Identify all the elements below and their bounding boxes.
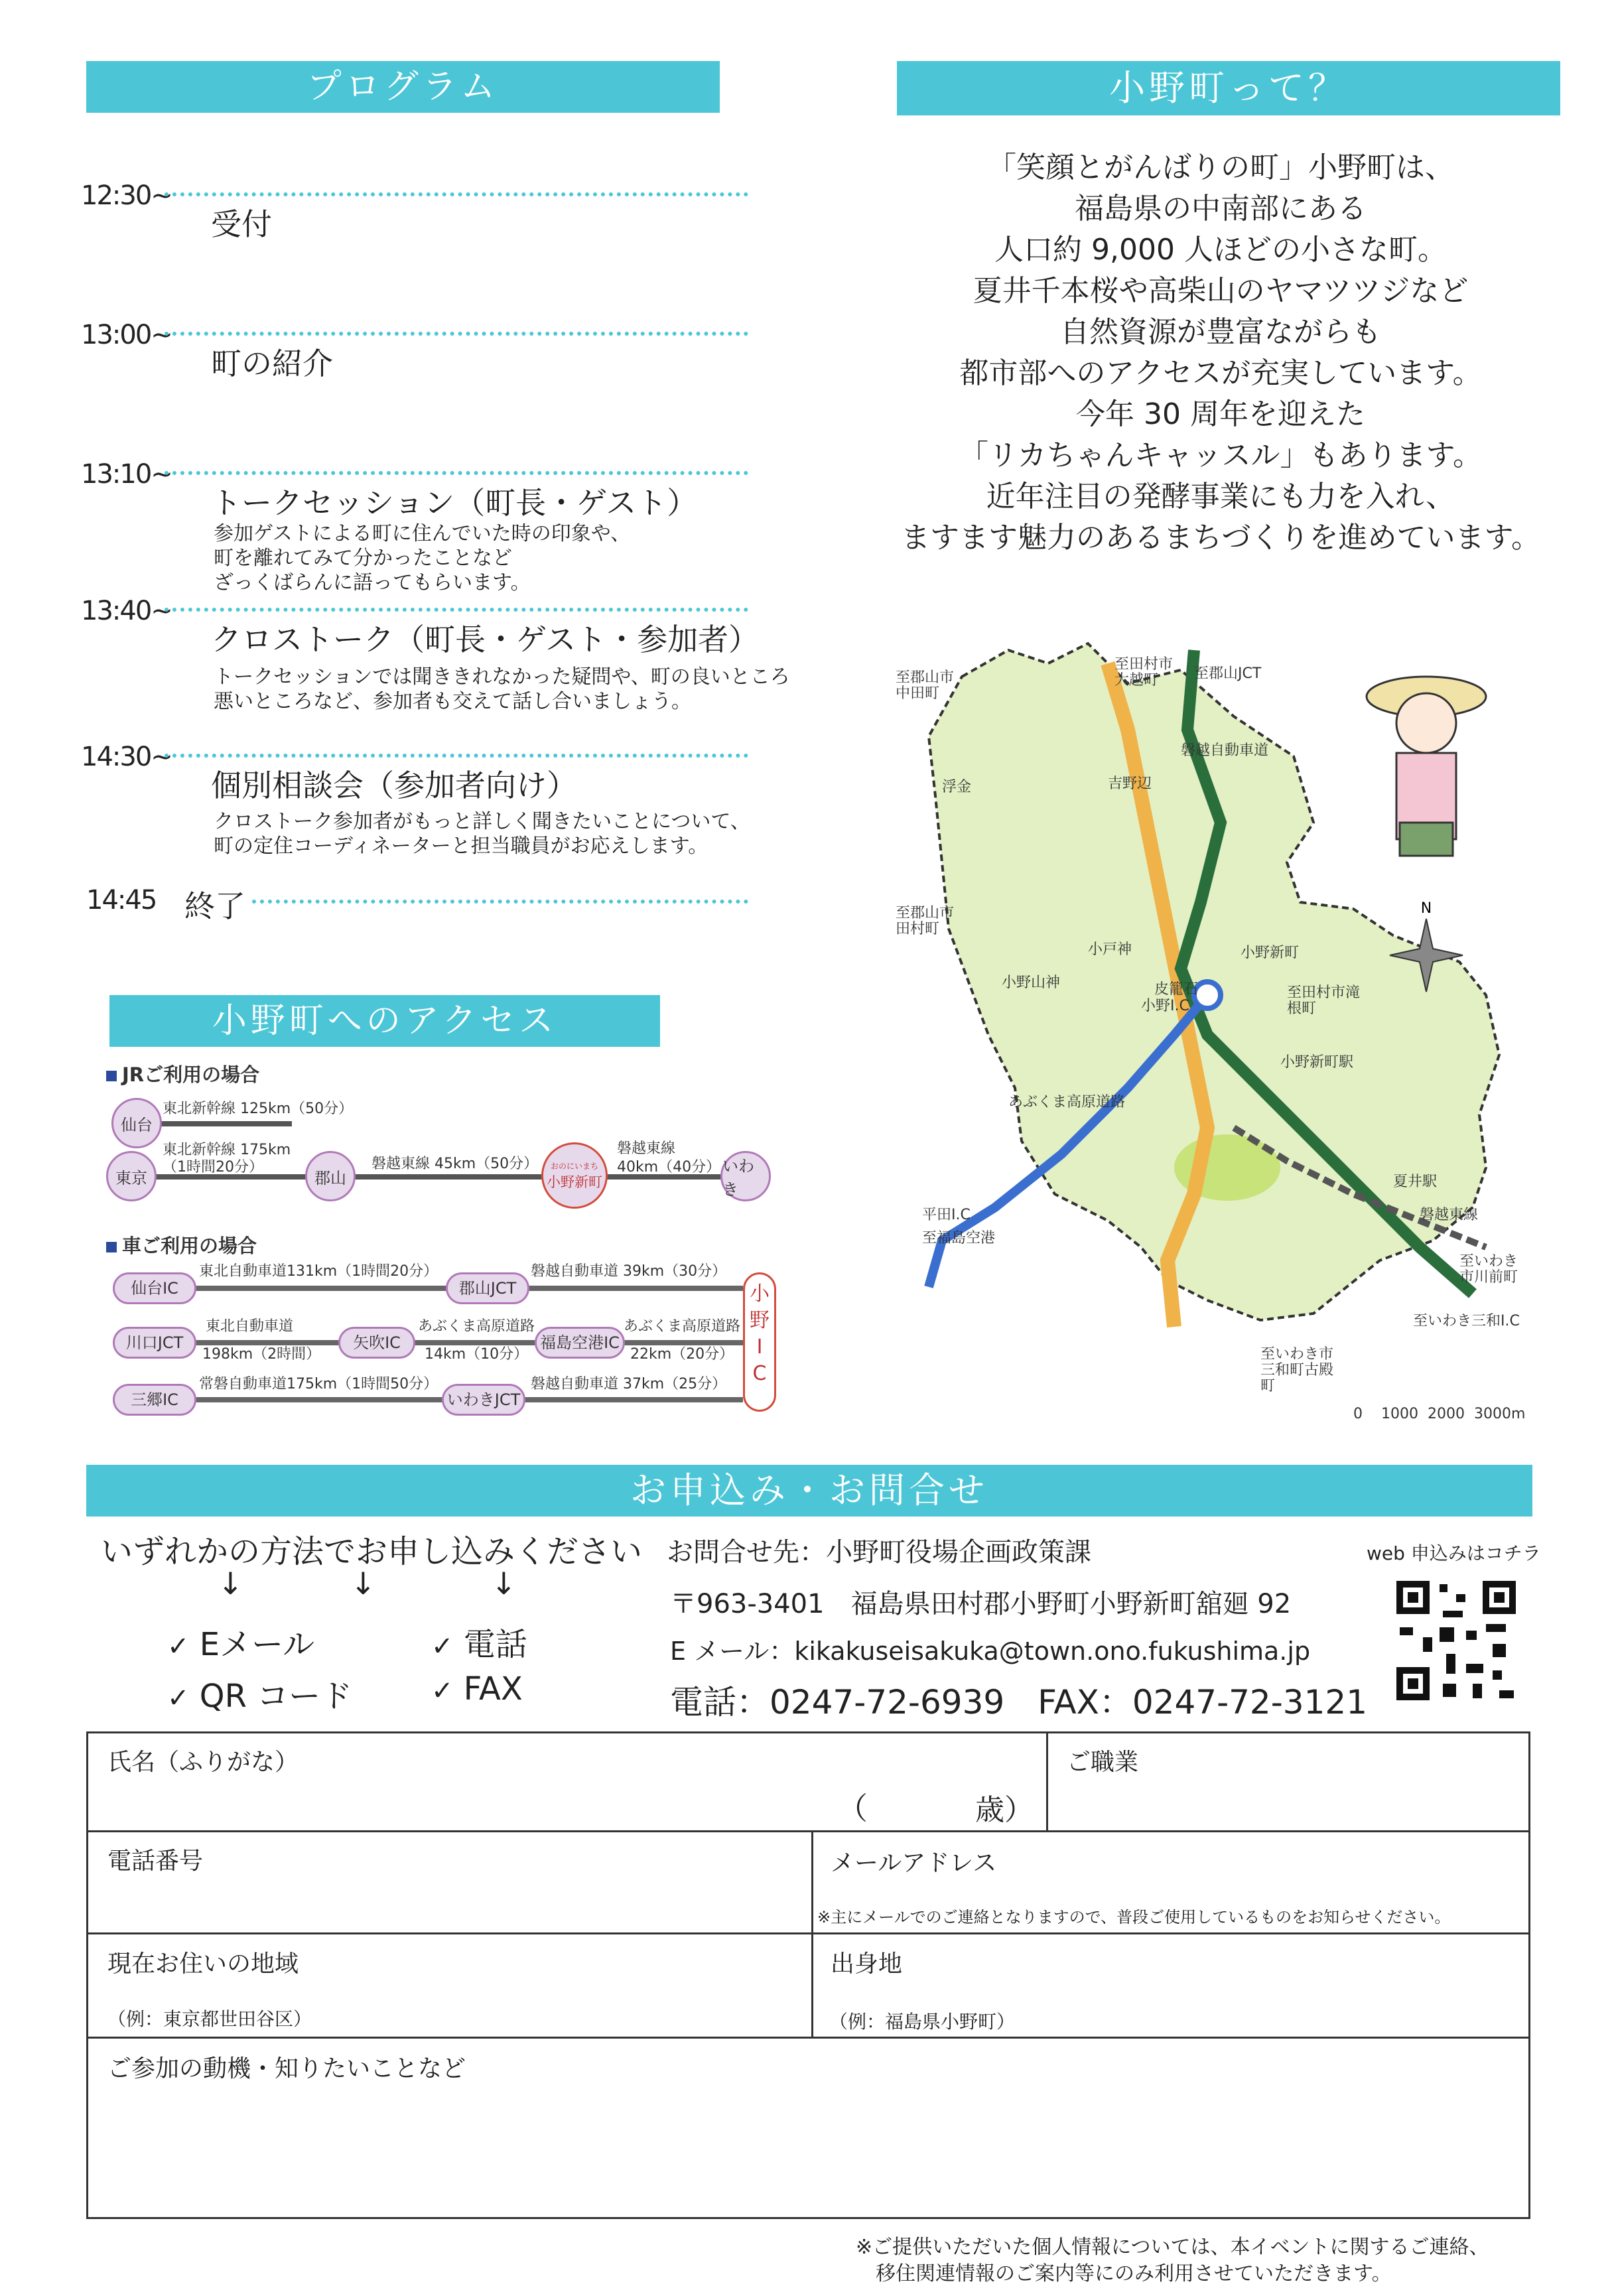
map-label: 小野新町 xyxy=(1241,945,1300,961)
access-heading-band xyxy=(109,995,660,1047)
divider xyxy=(165,332,748,336)
email-label: メールアドレス xyxy=(831,1850,997,1877)
arrow-icon: ↓ xyxy=(218,1566,243,1601)
node-fukushima-airport-ic: 福島空港IC xyxy=(535,1327,625,1359)
destination-ono-ic: 小 野 I C xyxy=(743,1272,776,1412)
route-leg: 磐越自動車道 37km（25分） xyxy=(531,1376,727,1392)
node-iwaki-jct: いわきJCT xyxy=(442,1384,525,1416)
check-icon: ✓ xyxy=(431,1676,454,1706)
route-leg: 東北新幹線 175km xyxy=(163,1142,291,1158)
mascot-icon xyxy=(1367,677,1486,856)
about-text: 「笑顔とがんばりの町」小野町は、 福島県の中南部にある 人口約 9,000 人ほどの小さな町。 夏井千本桜や高柴山のヤマツツジなど 自然資源が豊富ながらも 都市部へのアクセスが充実しています。 今年 30 周年を迎えた 「リカちゃんキャッスル」もあります。 近年注目の発酵事業にも力を入れ、 ますます魅力のあるまちづくりを進めています。 xyxy=(900,151,1541,555)
station-koriyama: 郡山 xyxy=(305,1151,356,1201)
map-label: 磐越自動車道 xyxy=(1181,742,1269,759)
program-time: 13:40~ xyxy=(81,596,172,626)
program-heading-band xyxy=(86,61,720,113)
route-leg: 東北新幹線 125km（50分） xyxy=(163,1101,354,1117)
node-yabuki-ic: 矢吹IC xyxy=(338,1327,415,1359)
route-leg: 40km（40分） xyxy=(617,1159,721,1176)
program-title: 受付 xyxy=(211,206,272,242)
residence-label: 現在お住いの地域 xyxy=(107,1950,299,1978)
route-leg: 198km（2時間） xyxy=(202,1346,321,1363)
program-time: 13:10~ xyxy=(81,459,172,490)
age-open: （ xyxy=(837,1790,868,1826)
divider xyxy=(165,608,748,612)
name-label: 氏名（ふりがな） xyxy=(107,1749,299,1776)
method-email: ✓ Eメール xyxy=(167,1626,315,1663)
apply-lead: いずれかの方法でお申し込みください xyxy=(101,1533,643,1570)
job-label: ご職業 xyxy=(1067,1749,1139,1776)
method-fax: ✓ FAX xyxy=(431,1670,523,1708)
route-leg: 磐越東線 xyxy=(617,1140,676,1157)
program-title: 個別相談会（参加者向け） xyxy=(211,768,577,803)
program-desc: 参加ゲストによる町に住んでいた時の印象や、 町を離れてみて分かったことなど ざっくばらんに語ってもらいます。 xyxy=(214,522,631,594)
web-label: web 申込みはコチラ xyxy=(1367,1542,1541,1564)
email-note: ※主にメールでのご連絡となりますので、普段ご使用しているものをお知らせください。 xyxy=(817,1908,1451,1926)
apply-heading: お申込み・お問合せ xyxy=(630,1469,988,1511)
qr-code-icon[interactable] xyxy=(1393,1578,1519,1704)
route-leg: 常磐自動車道175km（1時間50分） xyxy=(199,1376,438,1392)
route-leg: 東北自動車道131km（1時間20分） xyxy=(199,1263,438,1280)
map-label: 夏井駅 xyxy=(1393,1174,1438,1190)
program-title: トークセッション（町長・ゲスト） xyxy=(211,485,698,521)
arrow-icon: ↓ xyxy=(491,1566,517,1601)
contact-email: E メール：kikakuseisakuka@town.ono.fukushima.jp xyxy=(670,1637,1311,1666)
divider xyxy=(165,754,748,758)
map-scale: 0 1000 2000 3000m xyxy=(1353,1406,1526,1422)
motive-label: ご参加の動機・知りたいことなど xyxy=(107,2055,466,2082)
arrow-icon: ↓ xyxy=(350,1566,376,1601)
car-heading: 車ご利用の場合 xyxy=(106,1231,257,1258)
program-time: 13:00~ xyxy=(81,320,172,350)
map-label: 至いわき三和I.C xyxy=(1413,1313,1520,1329)
map-label: 吉野辺 xyxy=(1108,776,1152,792)
program-title: クロストーク（町長・ゲスト・参加者） xyxy=(211,622,760,657)
map-label: あぶくま高原道路 xyxy=(1008,1094,1126,1111)
route-leg: あぶくま高原道路 xyxy=(418,1318,535,1335)
age-label: 歳） xyxy=(975,1793,1034,1827)
divider xyxy=(165,192,748,196)
apply-heading-band xyxy=(86,1465,1532,1517)
map-label: 浮金 xyxy=(942,779,972,795)
node-sendai-ic: 仙台IC xyxy=(113,1272,196,1304)
map-label: 至いわき市川前町 xyxy=(1459,1253,1518,1286)
route-leg: 22km（20分） xyxy=(630,1346,734,1363)
map-label: 至郡山市田村町 xyxy=(896,905,955,937)
check-icon: ✓ xyxy=(431,1631,454,1662)
station-sendai: 仙台 xyxy=(111,1098,162,1148)
contact-address: 〒963-3401 福島県田村郡小野町小野新町舘廻 92 xyxy=(670,1589,1292,1619)
map-label: 至田村市滝根町 xyxy=(1287,984,1361,1017)
divider xyxy=(165,471,748,475)
check-icon: ✓ xyxy=(167,1683,190,1714)
compass-label: N xyxy=(1420,900,1432,917)
contact-phone: 電話：0247-72-6939 FAX：0247-72-3121 xyxy=(670,1683,1368,1722)
origin-hint: （例：福島県小野町） xyxy=(829,2011,1016,2033)
map-label: 皮籠石 xyxy=(1154,981,1199,998)
town-map xyxy=(889,624,1559,1433)
jr-heading: JRご利用の場合 xyxy=(106,1060,259,1087)
station-ononiimachi: おのにいまち 小野新町 xyxy=(541,1142,608,1209)
map-label: 小野新町駅 xyxy=(1280,1054,1354,1071)
method-phone: ✓ 電話 xyxy=(431,1626,527,1663)
node-kawaguchi-jct: 川口JCT xyxy=(113,1327,196,1359)
map-label: 磐越東線 xyxy=(1420,1207,1479,1223)
map-label: 小戸神 xyxy=(1088,941,1132,958)
program-time: 14:30~ xyxy=(81,742,172,772)
route-leg: あぶくま高原道路 xyxy=(624,1318,741,1335)
node-misato-ic: 三郷IC xyxy=(113,1384,196,1416)
map-label: 小野山神 xyxy=(1002,975,1061,991)
map-label: 至福島空港 xyxy=(922,1230,996,1247)
bullet-icon xyxy=(106,1071,117,1081)
check-icon: ✓ xyxy=(167,1631,190,1662)
route-leg: （1時間20分） xyxy=(163,1159,263,1176)
program-desc: トークセッションでは聞ききれなかった疑問や、町の良いところ 悪いところなど、参加者も交えて話し合いましょう。 xyxy=(214,665,790,713)
map-label: 至いわき市三和町古殿町 xyxy=(1260,1346,1334,1394)
station-tokyo: 東京 xyxy=(106,1151,157,1201)
road-line xyxy=(166,1340,743,1345)
map-label: 小野I.C xyxy=(1141,998,1189,1014)
divider xyxy=(252,900,748,904)
phone-label: 電話番号 xyxy=(107,1848,204,1875)
map-label: 平田I.C xyxy=(922,1207,971,1223)
qr-code-graphic xyxy=(1393,1578,1519,1704)
route-leg: 磐越自動車道 39km（30分） xyxy=(531,1263,727,1280)
residence-hint: （例：東京都世田谷区） xyxy=(107,2008,312,2030)
access-heading: 小野町へのアクセス xyxy=(212,1001,558,1041)
map-label: 至田村市大越町 xyxy=(1114,656,1174,689)
method-qr: ✓ QR コード xyxy=(167,1678,353,1715)
program-title: 終了 xyxy=(184,888,245,924)
station-iwaki: いわき xyxy=(720,1151,771,1201)
map-label: 至郡山JCT xyxy=(1194,665,1262,682)
origin-label: 出身地 xyxy=(831,1950,903,1978)
privacy-note: ※ご提供いただいた個人情報については、本イベントに関するご連絡、 移住関連情報のご案内等にのみ利用させていただきます。 xyxy=(856,2236,1489,2285)
about-heading-band xyxy=(897,61,1560,115)
program-heading: プログラム xyxy=(306,67,500,107)
program-desc: クロストーク参加者がもっと詳しく聞きたいことについて、 町の定住コーディネーターと担当職員がお応えします。 xyxy=(214,810,750,858)
bullet-icon xyxy=(106,1242,117,1252)
route-leg: 東北自動車道 xyxy=(206,1318,294,1335)
program-time: 14:45 xyxy=(86,885,157,915)
about-heading: 小野町って？ xyxy=(1109,67,1348,109)
route-leg: 14km（10分） xyxy=(425,1346,529,1363)
contact-label: お問合せ先：小野町役場企画政策課 xyxy=(667,1537,1091,1568)
node-koriyama-jct: 郡山JCT xyxy=(446,1272,529,1304)
map-label: 至郡山市中田町 xyxy=(896,669,955,702)
program-time: 12:30~ xyxy=(81,180,172,211)
route-leg: 磐越東線 45km（50分） xyxy=(371,1156,539,1172)
program-title: 町の紹介 xyxy=(211,346,333,381)
